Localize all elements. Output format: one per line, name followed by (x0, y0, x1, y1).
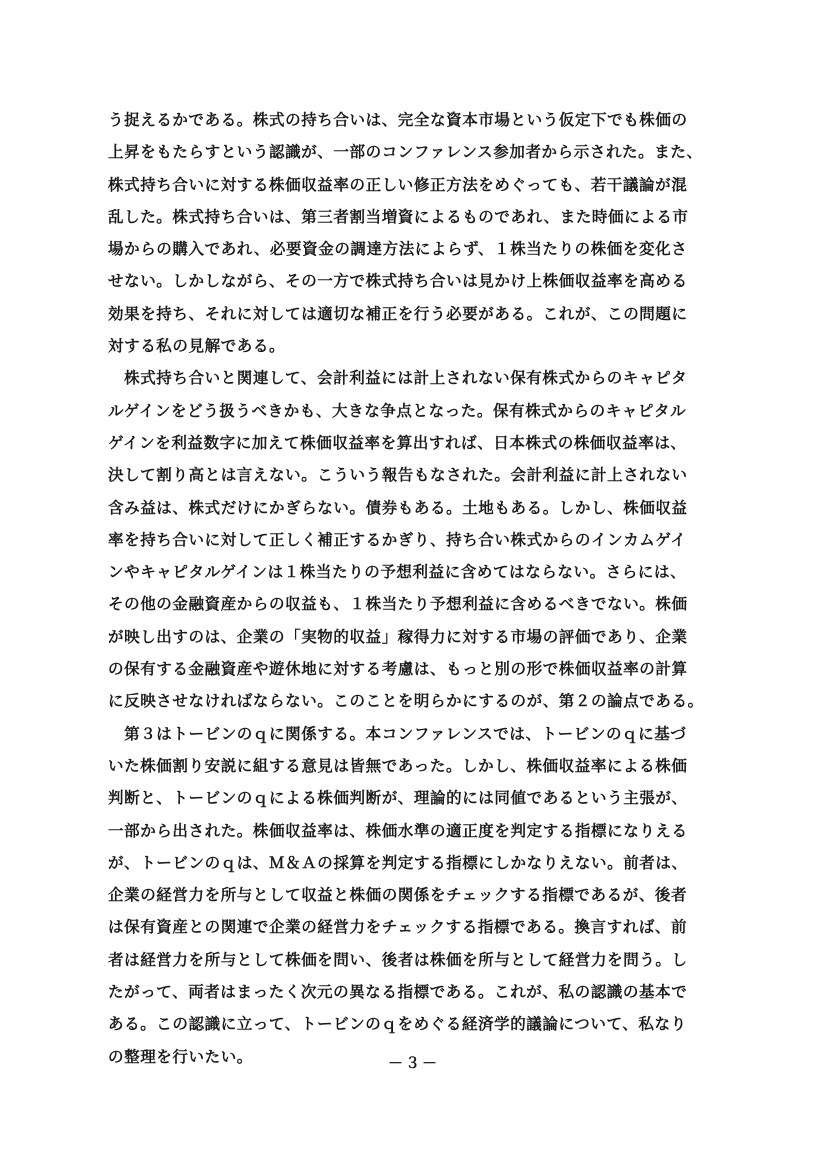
text-line: 株式持ち合いに対する株価収益率の正しい修正方法をめぐっても、若干議論が混 (108, 174, 688, 194)
text-line: 決して割り高とは言えない。こういう報告もなされた。会計利益に計上されない (108, 465, 688, 485)
text-line: 含み益は、株式だけにかぎらない。債券もある。土地もある。しかし、株価収益 (108, 497, 688, 517)
text-line: その他の金融資産からの収益も、１株当たり予想利益に含めるべきでない。株価 (108, 594, 688, 614)
text-line: 上昇をもたらすという認識が、一部のコンファレンス参加者から示された。また、 (108, 142, 703, 162)
text-line: に反映させなければならない。このことを明らかにするのが、第２の論点である。 (108, 691, 704, 711)
body-text (108, 104, 748, 1073)
text-line: ルゲインをどう扱うべきかも、大きな争点となった。保有株式からのキャピタル (108, 400, 687, 420)
text-line: 対する私の見解である。 (108, 336, 286, 356)
text-line: たがって、両者はまったく次元の異なる指標である。これが、私の認識の基本で (108, 982, 688, 1002)
text-line: の保有する金融資産や遊休地に対する考慮は、もっと別の形で株価収益率の計算 (108, 659, 688, 679)
text-line: う捉えるかである。株式の持ち合いは、完全な資本市場という仮定下でも株価の (108, 110, 688, 129)
text-line: の整理を行いたい。 (108, 1046, 253, 1066)
text-line: 一部から出された。株価収益率は、株価水準の適正度を判定する指標になりえる (108, 820, 688, 840)
text-line: ンやキャピタルゲインは１株当たりの予想利益に含めてはならない。さらには、 (108, 562, 687, 582)
text-line: 判断と、トービンのｑによる株価判断が、理論的には同値であるという主張が、 (108, 788, 688, 808)
text-line: 乱した。株式持ち合いは、第三者割当増資によるものであれ、また時価による市 (108, 206, 689, 226)
text-line: が、トービンのｑは、Ｍ＆Ａの採算を判定する指標にしかなりえない。前者は、 (108, 852, 688, 872)
text-line: 第３はトービンのｑに関係する。本コンファレンスでは、トービンのｑに基づ (108, 723, 687, 743)
text-line: いた株価割り安説に組する意見は皆無であった。しかし、株価収益率による株価 (108, 755, 688, 775)
text-line: 効果を持ち、それに対しては適切な補正を行う必要がある。これが、この問題に (108, 303, 688, 323)
text-line: が映し出すのは、企業の「実物的収益」稼得力に対する市場の評価であり、企業 (108, 626, 688, 646)
text-line: せない。しかしながら、その一方で株式持ち合いは見かけ上株価収益率を高める (108, 271, 688, 291)
text-line: ゲインを利益数字に加えて株価収益率を算出すれば、日本株式の株価収益率は、 (108, 432, 687, 452)
text-line: 株式持ち合いと関連して、会計利益には計上されない保有株式からのキャピタ (108, 368, 688, 388)
text-line: 企業の経営力を所与として収益と株価の関係をチェックする指標であるが、後者 (108, 885, 688, 905)
text-line: は保有資産との関連で企業の経営力をチェックする指標である。換言すれば、前 (108, 917, 688, 937)
text-line: 場からの購入であれ、必要資金の調達方法によらず、１株当たりの株価を変化さ (108, 239, 688, 259)
text-line: 率を持ち合いに対して正しく補正するかぎり、持ち合い株式からのインカムゲイ (108, 529, 687, 549)
text-line: ある。この認識に立って、トービンのｑをめぐる経済学的議論について、私なり (108, 1014, 687, 1034)
text-line: 者は経営力を所与として株価を問い、後者は株価を所与として経営力を問う。し (108, 949, 688, 969)
page-number: －３－ (387, 1054, 439, 1072)
